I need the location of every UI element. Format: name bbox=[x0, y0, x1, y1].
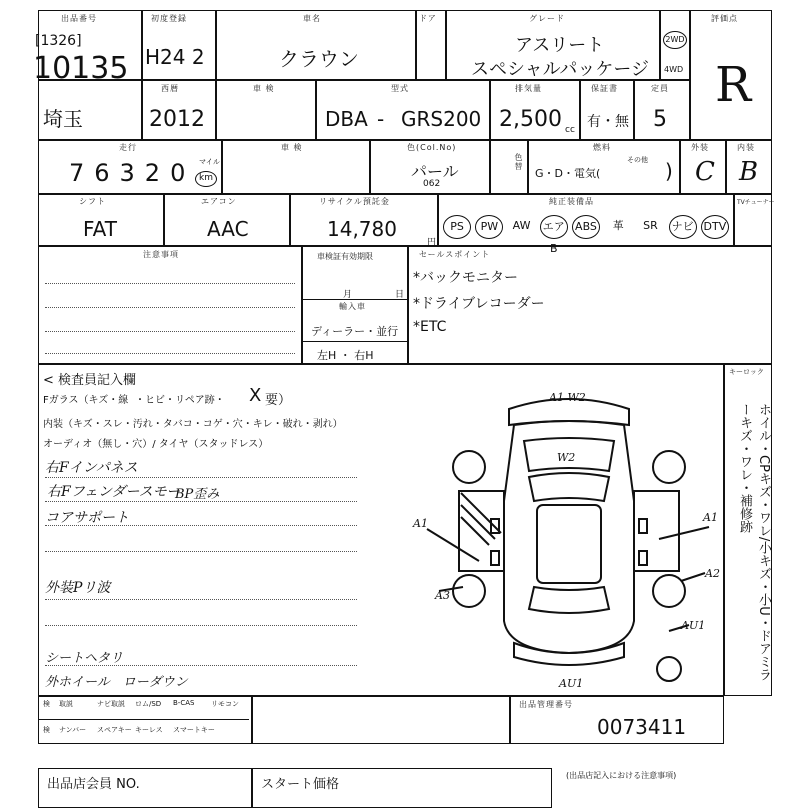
interior-grade: B bbox=[739, 157, 759, 187]
region-cell bbox=[38, 80, 142, 140]
handwriting-4: コアサポート bbox=[45, 510, 129, 526]
equipment-cell bbox=[438, 194, 734, 255]
mileage-value: 76320 bbox=[69, 159, 196, 187]
lot-mgmt-label: 出品管理番号 bbox=[519, 700, 573, 709]
ac-value: AAC bbox=[207, 217, 249, 241]
score-value: R bbox=[715, 57, 752, 113]
fuel-options: G・D・電気( bbox=[535, 167, 601, 180]
color-value: パール bbox=[411, 162, 459, 181]
car-name-cell bbox=[216, 10, 416, 80]
chassis-cell bbox=[216, 80, 316, 140]
mark-a1-right: A1 bbox=[703, 511, 718, 524]
year-cell bbox=[142, 80, 216, 140]
fuel-close: ) bbox=[665, 159, 673, 183]
inspector-glass-x: X bbox=[249, 385, 262, 406]
model-dash: - bbox=[377, 107, 385, 131]
score-label: 評価点 bbox=[711, 14, 738, 23]
model-label: 型式 bbox=[391, 84, 409, 93]
lot-number-cell bbox=[33, 10, 142, 86]
model-prefix: DBA bbox=[325, 107, 368, 131]
equipment-item: PS bbox=[443, 215, 471, 239]
lot-number: 10135 bbox=[33, 51, 129, 86]
attachment-label: 検 bbox=[43, 700, 50, 708]
drive-4wd: 4WD bbox=[664, 65, 684, 74]
sales-point-cell bbox=[408, 246, 772, 364]
inspection-day: 日 bbox=[395, 290, 405, 300]
inspector-interior-line: 内装（キズ・スレ・汚れ・タバコ・コゲ・穴・キレ・破れ・剥れ） bbox=[43, 419, 343, 430]
attachment-label: B-CAS bbox=[173, 699, 195, 707]
mark-w2: W2 bbox=[557, 451, 576, 464]
score-cell bbox=[690, 10, 772, 140]
sales-point-3: *ETC bbox=[413, 319, 447, 335]
start-price-cell bbox=[252, 768, 552, 808]
exterior-grade: C bbox=[695, 157, 715, 187]
color-label: 色(Col.No) bbox=[407, 143, 457, 152]
handle-option: 左H ・ 右H bbox=[317, 349, 374, 362]
sales-point-2: *ドライブレコーダー bbox=[413, 296, 545, 312]
interior-label: 内装 bbox=[737, 143, 755, 152]
lot-number-label: 出品番号 bbox=[61, 14, 97, 23]
shift-value: FAT bbox=[83, 217, 118, 241]
blank-bottom-cell bbox=[252, 696, 510, 744]
recycle-unit: 円 bbox=[427, 238, 437, 248]
displacement-cell bbox=[490, 80, 580, 140]
keyrock-cell bbox=[724, 364, 772, 696]
attachment-label: スペアキー bbox=[97, 726, 132, 734]
mark-a1w2: A1 W2 bbox=[549, 391, 586, 404]
seats-cell bbox=[634, 80, 690, 140]
inspector-label: < 検査員記入欄 bbox=[43, 373, 137, 388]
shift-cell bbox=[38, 194, 164, 246]
fuel-label: 燃料 bbox=[593, 143, 611, 152]
drive-2wd: 2WD bbox=[663, 31, 687, 49]
handwriting-2: 右Fフェンダースモー bbox=[47, 484, 181, 500]
displacement-unit: cc bbox=[565, 125, 575, 135]
interior-cell bbox=[726, 140, 772, 194]
member-label: 出品店会員 NO. bbox=[47, 777, 140, 792]
chassis-label: 車 検 bbox=[253, 84, 275, 93]
handwriting-6: シートヘタリ bbox=[45, 651, 124, 666]
chassis2-cell bbox=[222, 140, 370, 194]
handwriting-5: 外装Pリ波 bbox=[45, 580, 111, 596]
color-cell bbox=[370, 140, 490, 194]
mark-au1-bottom: AU1 bbox=[559, 677, 584, 690]
recycle-label: リサイクル預託金 bbox=[319, 197, 390, 206]
equipment-item: エアB bbox=[540, 215, 568, 239]
handwriting-1: 右Fインパネス bbox=[45, 460, 138, 476]
inspection-month: 月 bbox=[343, 290, 353, 300]
mark-a2: A2 bbox=[705, 567, 720, 580]
registration-value: H24 2 bbox=[145, 45, 205, 69]
fuel-other: その他 bbox=[627, 156, 648, 164]
attachment-label: 取説 bbox=[59, 700, 73, 708]
footer-note: (出品店記入における注意事項) bbox=[566, 771, 677, 780]
lot-mgmt-value: 0073411 bbox=[597, 715, 687, 739]
member-cell bbox=[38, 768, 252, 808]
dealer-option: ディーラー・並行 bbox=[311, 325, 399, 338]
grade-line2: スペシャルパッケージ bbox=[471, 59, 650, 80]
lot-prefix: [1326] bbox=[35, 33, 82, 49]
attachments-grid bbox=[39, 697, 249, 741]
equipment-item: ABS bbox=[572, 215, 600, 239]
inspector-cell bbox=[38, 364, 724, 696]
keyrock-label: キーロック bbox=[729, 368, 764, 376]
inspection-label: 車検証有効期限 bbox=[317, 252, 373, 261]
sales-point-label: セールスポイント bbox=[419, 250, 491, 259]
chassis2-label: 車 検 bbox=[281, 143, 303, 152]
attachment-label: 検 bbox=[43, 726, 50, 734]
registration-cell bbox=[142, 10, 216, 80]
car-name-label: 車名 bbox=[303, 14, 321, 23]
attachments-cell bbox=[38, 696, 252, 744]
mark-au1-right: AU1 bbox=[681, 619, 706, 632]
inspector-glass-prefix: Fガラス（キズ・線 bbox=[43, 395, 129, 406]
start-price-label: スタート価格 bbox=[261, 777, 340, 792]
handwriting-7: 外ホイール ローダウン bbox=[45, 675, 188, 690]
equipment-item: DTV bbox=[701, 215, 729, 239]
equipment-item: ナビ bbox=[669, 215, 697, 239]
warranty-cell bbox=[580, 80, 634, 140]
shift-label: シフト bbox=[79, 197, 106, 206]
warranty-label: 保証書 bbox=[591, 84, 618, 93]
seats-value: 5 bbox=[653, 107, 667, 132]
mark-a1-left: A1 bbox=[413, 517, 428, 530]
ac-cell bbox=[164, 194, 290, 246]
equipment-list bbox=[441, 213, 731, 255]
attachment-label: キーレス bbox=[135, 726, 163, 734]
sales-point-1: *バックモニター bbox=[413, 270, 518, 286]
model-code: GRS200 bbox=[401, 107, 482, 131]
equipment-item: SR bbox=[643, 219, 658, 232]
attachment-label: リモコン bbox=[211, 700, 239, 708]
color-change-cell bbox=[490, 140, 528, 194]
recycle-cell bbox=[290, 194, 438, 246]
grade-line1: アスリート bbox=[515, 35, 605, 56]
recycle-value: 14,780 bbox=[327, 217, 397, 241]
grade-cell bbox=[446, 10, 660, 80]
year-value: 2012 bbox=[149, 107, 205, 132]
mileage-cell bbox=[38, 140, 222, 194]
lot-mgmt-cell bbox=[510, 696, 724, 744]
warranty-value: 有・無 bbox=[587, 114, 629, 130]
equipment-label: 純正装備品 bbox=[549, 197, 594, 206]
equipment-item: 革 bbox=[612, 219, 624, 232]
equipment-item: PW bbox=[475, 215, 503, 239]
attachment-label: ナビ取説 bbox=[97, 700, 125, 708]
attachment-label: ナンバー bbox=[59, 726, 87, 734]
attachment-label: ロム/SD bbox=[135, 700, 162, 708]
import-label: 輸入車 bbox=[339, 302, 366, 311]
displacement-label: 排気量 bbox=[515, 84, 542, 93]
model-cell bbox=[316, 80, 490, 140]
mileage-label: 走行 bbox=[119, 143, 137, 152]
equipment-item: AW bbox=[512, 219, 531, 232]
notes-label: 注意事項 bbox=[143, 250, 179, 259]
tuner-label: TVチューナー bbox=[737, 199, 775, 206]
seats-label: 定員 bbox=[651, 84, 669, 93]
mileage-unit-top: マイル bbox=[199, 158, 220, 166]
attachment-label: スマートキー bbox=[173, 726, 215, 734]
exterior-cell bbox=[680, 140, 726, 194]
color-change-label: 色替 bbox=[514, 153, 523, 171]
tuner-cell bbox=[734, 194, 775, 246]
color-code: 062 bbox=[423, 179, 441, 189]
year-label: 西暦 bbox=[161, 84, 179, 93]
inspector-audio-line: オーディオ（無し・穴）/ タイヤ（スタッドレス） bbox=[43, 439, 269, 450]
region: 埼玉 bbox=[43, 107, 83, 131]
fuel-cell bbox=[528, 140, 680, 194]
grade-label: グレード bbox=[529, 14, 565, 23]
mileage-unit: km bbox=[195, 171, 217, 187]
notes-cell bbox=[38, 246, 302, 364]
door-cell bbox=[416, 10, 446, 80]
car-diagram bbox=[413, 381, 720, 691]
mark-a3: A3 bbox=[435, 589, 450, 602]
exterior-label: 外装 bbox=[691, 143, 709, 152]
ac-label: エアコン bbox=[201, 197, 237, 206]
inspector-glass-mid: ・ヒビ・リペア跡・ bbox=[135, 395, 225, 406]
displacement-value: 2,500 bbox=[499, 107, 562, 132]
inspection-cell bbox=[302, 246, 408, 364]
door-label: ドア bbox=[419, 14, 437, 23]
handwriting-3: BP歪み bbox=[175, 487, 220, 502]
inspector-glass-suffix: 要） bbox=[265, 393, 292, 408]
registration-label: 初度登録 bbox=[151, 14, 187, 23]
drive-cell bbox=[660, 10, 690, 80]
diagram-side-text: ホイル・CPキズ・ワレ/小キズ・小U・ドアミラーキズ・ワレ・補修跡 bbox=[737, 403, 771, 681]
car-name: クラウン bbox=[279, 47, 359, 71]
